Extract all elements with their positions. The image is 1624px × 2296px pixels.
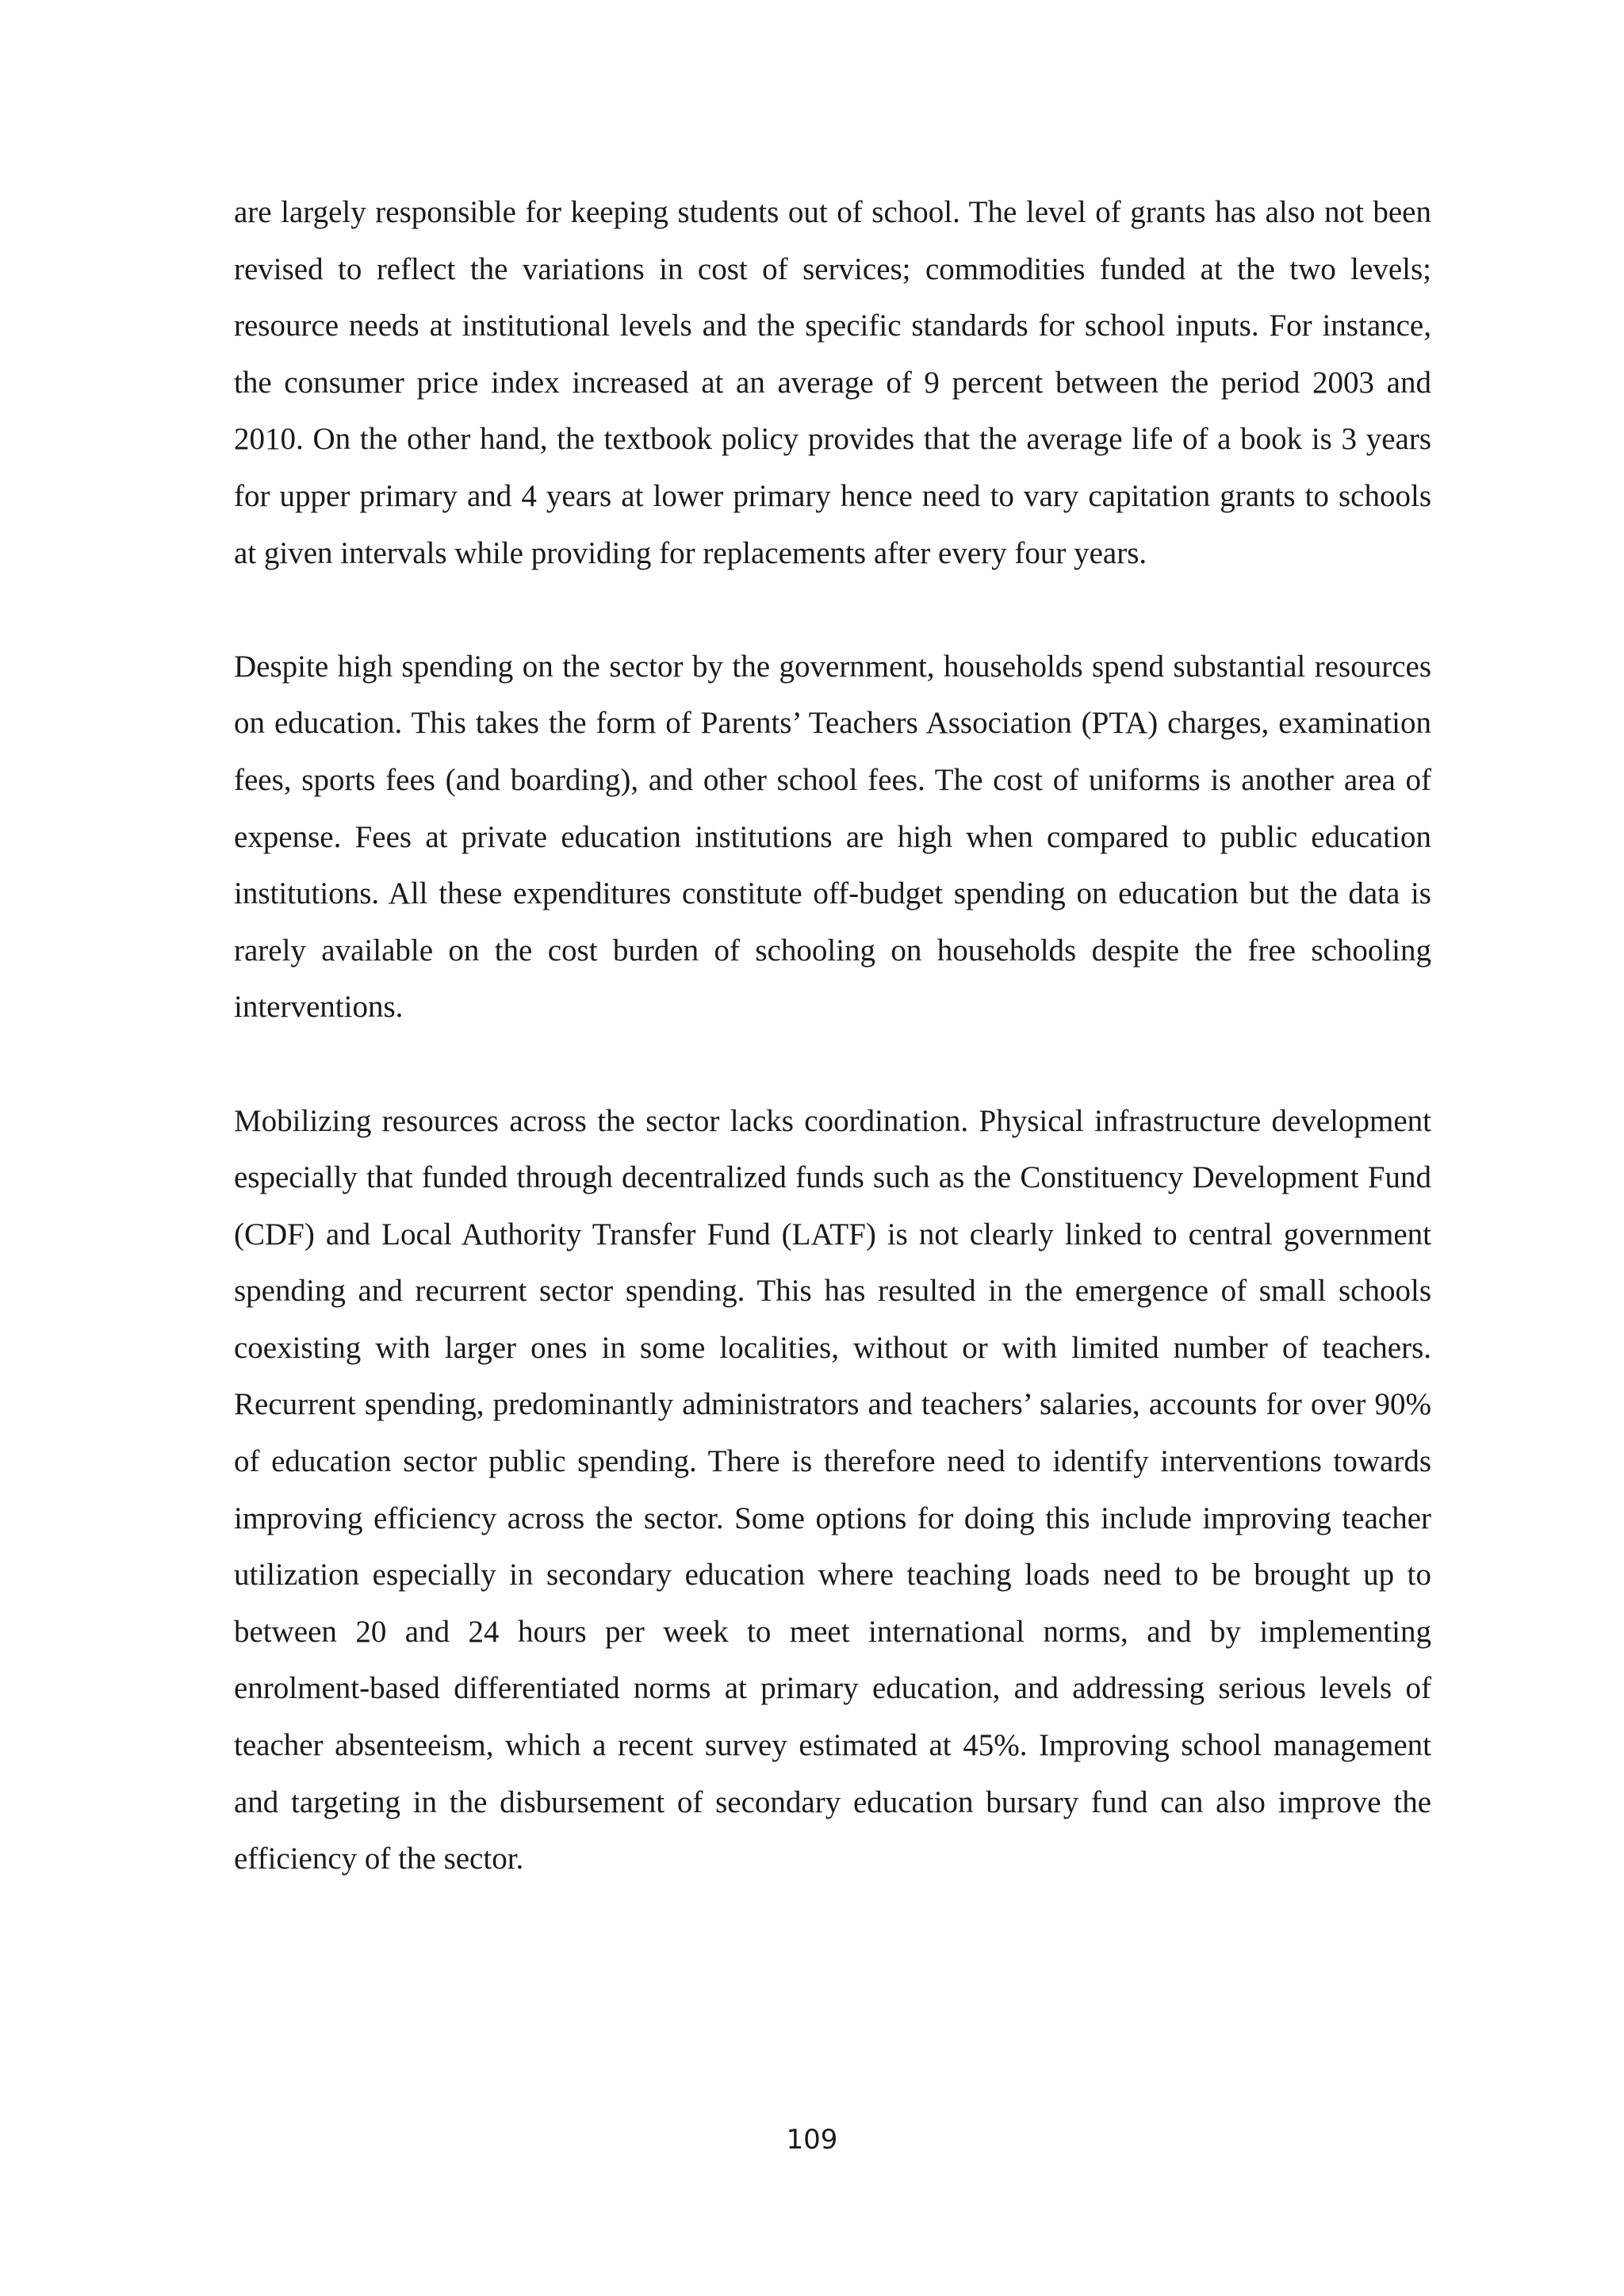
paragraph-3: Mobilizing resources across the sector lacks coordination. Physical infrastructure development especially that funded through decentralized funds such as the Constituency Development Fund (CDF) and Local Authority Transfer Fund (LATF) is not clearly linked to central government spending and recurrent sector spending. This has resulted in the emergence of small schools coexisting with larger ones in some localities, without or with limited number of teachers. Recurrent spending, predominantly administrators and teachers’ salaries, accounts for over 90% of education sector public spending. There is therefore need to identify interventions towards improving efficiency across the sector. Some options for doing this include improving teacher utilization especially in secondary education where teaching loads need to be brought up to between 20 and 24 hours per week to meet international norms, and by implementing enrolment-based differentiated norms at primary education, and addressing serious levels of teacher absenteeism, which a recent survey estimated at 45%. Improving school management and targeting in the disbursement of secondary education bursary fund can also improve the efficiency of the sector. xyxy=(234,1103,1431,1876)
paragraph-1: are largely responsible for keeping students out of school. The level of grants has also not been revised to reflect the variations in cost of services; commodities funded at the two levels; resource needs at institutional levels and the specific standards for school inputs. For instance, the consumer price index increased at an average of 9 percent between the period 2003 and 2010. On the other hand, the textbook policy provides that the average life of a book is 3 years for upper primary and 4 years at lower primary hence need to vary capitation grants to schools at given intervals while providing for replacements after every four years. xyxy=(234,195,1431,570)
body-text xyxy=(234,184,1431,1944)
page-number: 109 xyxy=(786,2124,838,2156)
paragraph-2: Despite high spending on the sector by the government, households spend substantial resources on education. This takes the form of Parents’ Teachers Association (PTA) charges, examination fees, sports fees (and boarding), and other school fees. The cost of uniforms is another area of expense. Fees at private education institutions are high when compared to public education institutions. All these expenditures constitute off-budget spending on education but the data is rarely available on the cost burden of schooling on households despite the free schooling interventions. xyxy=(234,649,1431,1025)
